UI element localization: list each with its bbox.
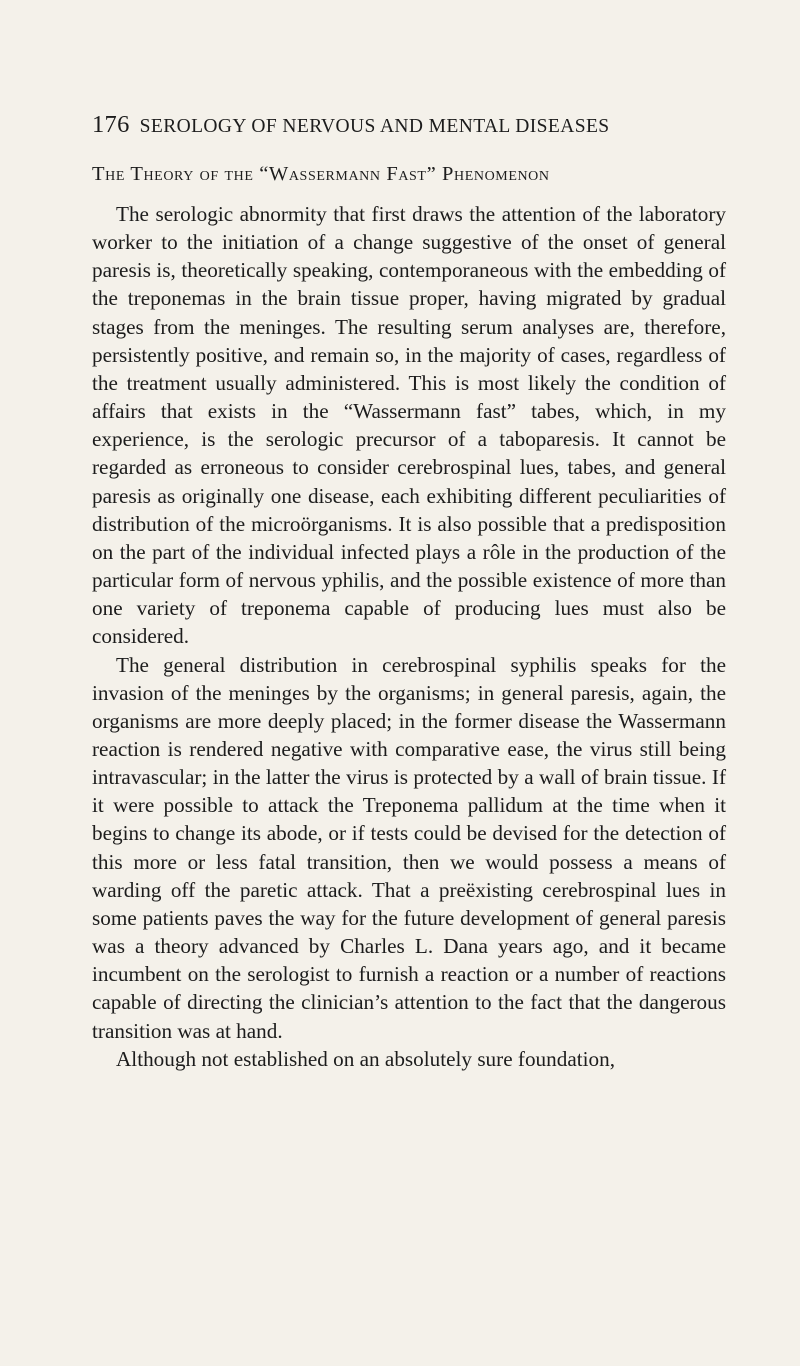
running-head <box>92 110 726 142</box>
body-paragraph: Although not established on an absolutely sure foundation, <box>116 1046 616 1071</box>
body-paragraph: The general distribution in cerebrospinal syphilis speaks for the invasion of the meninges by the organisms; in general paresis, again, the organisms are more deeply placed; in the former disease the Wassermann reaction is rendered negative with comparative ease, the virus still being intravascular; in the latter the virus is protected by a wall of brain tissue. If it were possible to attack the Treponema pallidum at the time when it begins to change its abode, or if tests could be devised for the detection of this more or less fatal transition, then we would possess a means of warding off the paretic attack. That a preëxisting cerebrospinal lues in some patients paves the way for the future development of general paresis was a theory advanced by Charles L. Dana years ago, and it became incumbent on the serologist to furnish a reaction or a number of reactions capable of directing the clinician’s attention to the fact that the dangerous transition was at hand. <box>92 652 726 1043</box>
book-page <box>92 110 726 1073</box>
body-paragraph: The serologic abnormity that first draws the attention of the laboratory worker to the initiation of a change suggestive of the onset of general paresis is, theoretically speaking, contemporaneous with the embedding of the treponemas in the brain tissue proper, having migrated by gradual stages from the meninges. The resulting serum analyses are, therefore, persistently positive, and remain so, in the majority of cases, regardless of the treatment usually administered. This is most likely the condition of affairs that exists in the “Wassermann fast” tabes, which, in my experience, is the serologic precursor of a taboparesis. It cannot be regarded as erroneous to consider cerebrospinal lues, tabes, and general paresis as originally one disease, each exhibiting different peculiarities of distribution of the microörganisms. It is also possible that a predisposition on the part of the individual infected plays a rôle in the production of the particular form of nervous yphilis, and the possible existence of more than one variety of treponema capable of producing lues must also be considered. <box>92 202 726 649</box>
running-title: SEROLOGY OF NERVOUS AND MENTAL DISEASES <box>139 116 610 137</box>
section-title: The Theory of the “Wassermann Fast” Phenomenon <box>92 163 550 185</box>
page-number: 176 <box>92 111 130 138</box>
